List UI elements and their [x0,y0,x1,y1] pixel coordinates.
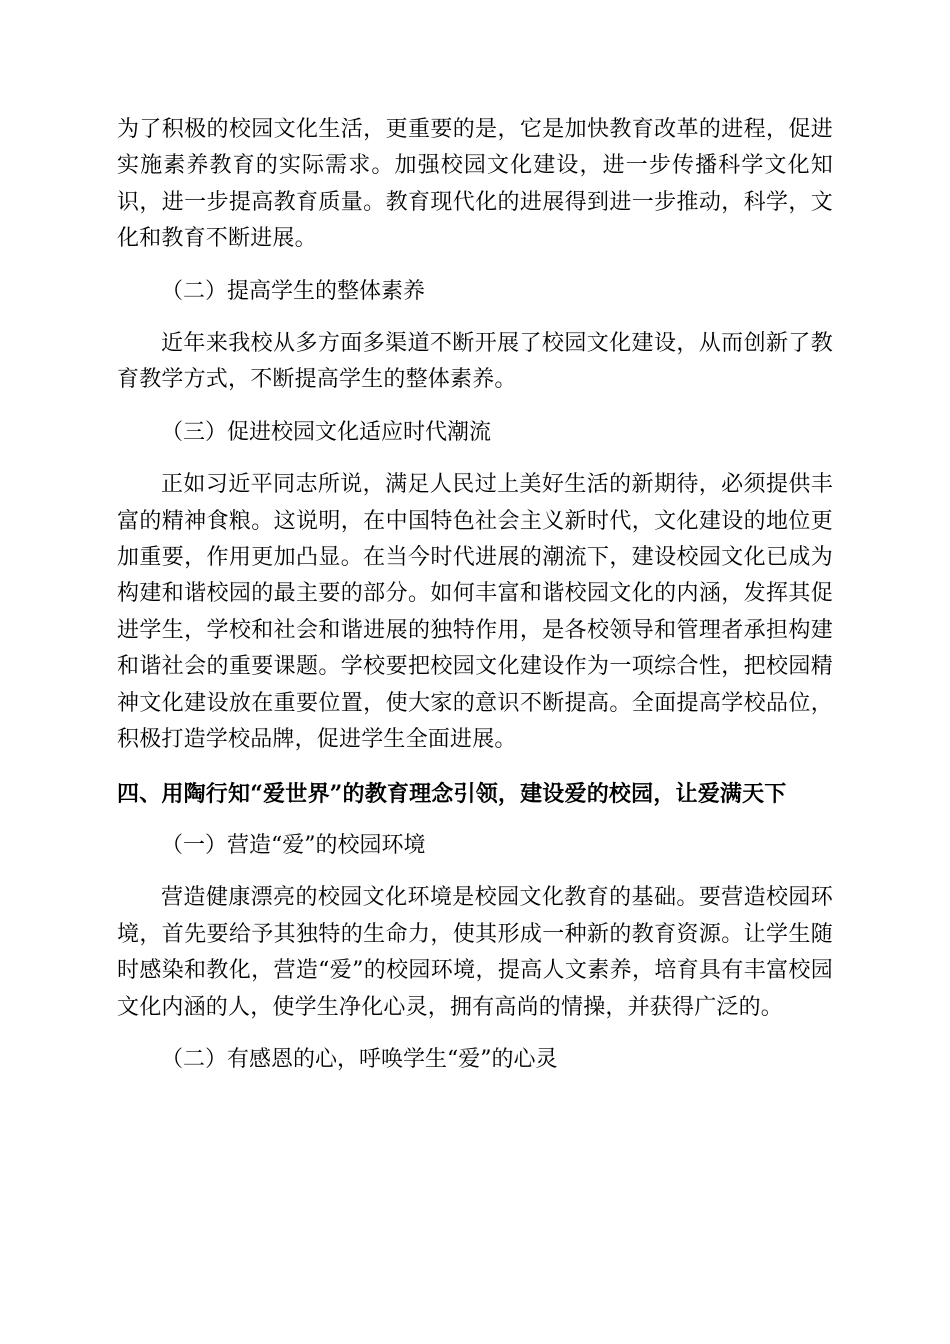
paragraph-healthy-campus-environment: 营造健康漂亮的校园文化环境是校园文化教育的基础。要营造校园环境，首先要给予其独特的生命力，使其形成一种新的教育资源。让学生随时感染和教化，营造“爱”的校园环境，提高人文素养，培育具有丰富校园文化内涵的人，使学生净化心灵，拥有高尚的情操，并获得广泛的。 [117,885,833,1020]
section-heading-love-the-world: 四、用陶行知“爱世界”的教育理念引领，建设爱的校园，让爱满天下 [117,780,787,807]
paragraph-campus-culture-construction: 近年来我校从多方面多渠道不断开展了校园文化建设，从而创新了教育教学方式，不断提高学生的整体素养。 [117,331,833,393]
subheading-improve-student-quality: （二）提高学生的整体素养 [161,278,426,304]
subheading-adapt-to-times: （三）促进校园文化适应时代潮流 [161,419,492,445]
paragraph-education-reform: 为了积极的校园文化生活，更重要的是，它是加快教育改革的进程，促进实施素养教育的实际需求。加强校园文化建设，进一步传播科学文化知识，进一步提高教育质量。教育现代化的进展得到进一步推动，科学，文化和教育不断进展。 [117,117,833,252]
subheading-grateful-heart: （二）有感恩的心，呼唤学生“爱”的心灵 [161,1046,558,1072]
document-page [117,112,833,1078]
paragraph-spiritual-food: 正如习近平同志所说，满足人民过上美好生活的新期待，必须提供丰富的精神食粮。这说明，在中国特色社会主义新时代，文化建设的地位更加重要，作用更加凸显。在当今时代进展的潮流下，建设校园文化已成为构建和谐校园的最主要的部分。如何丰富和谐校园文化的内涵，发挥其促进学生，学校和社会和谐进展的独特作用，是各校领导和管理者承担构建和谐社会的重要课题。学校要把校园文化建设作为一项综合性，把校园精神文化建设放在重要位置，使大家的意识不断提高。全面提高学校品位，积极打造学校品牌，促进学生全面进展。 [117,472,833,753]
subheading-love-campus-environment: （一）营造“爱”的校园环境 [161,832,426,858]
